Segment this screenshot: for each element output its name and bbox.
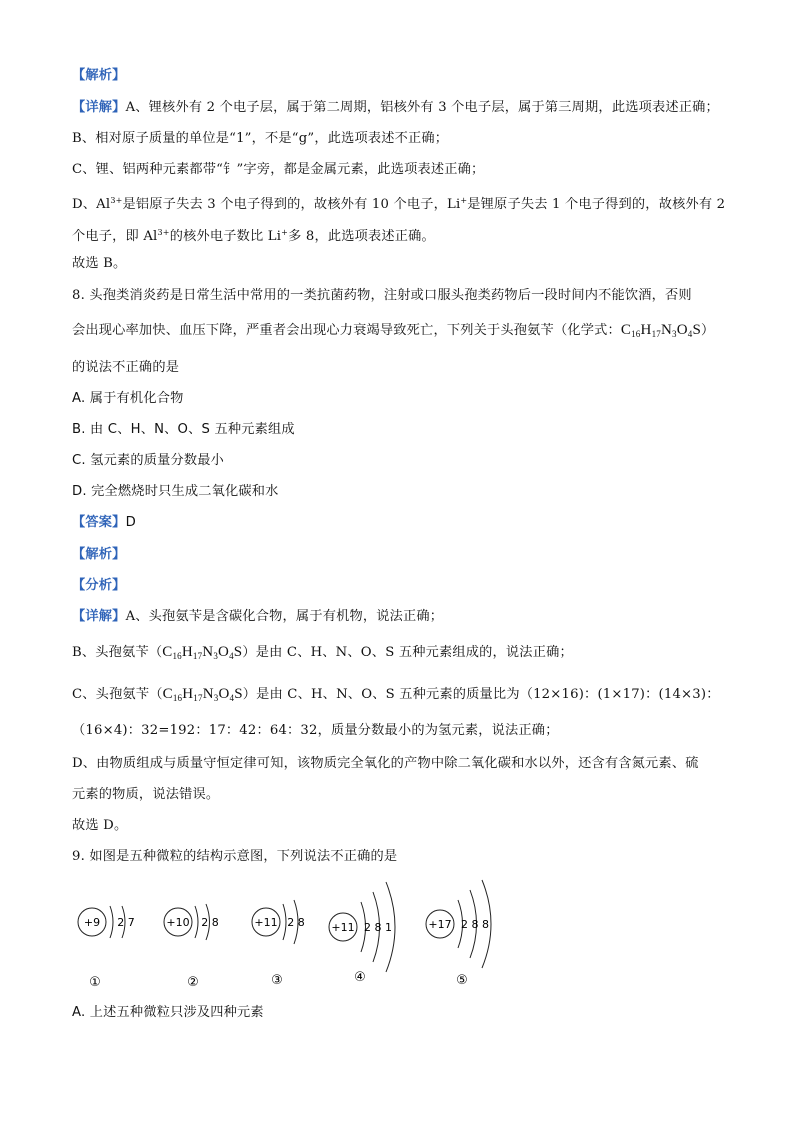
particle-label: ②: [187, 975, 199, 990]
detail-label: 【详解】: [72, 100, 126, 115]
chemical-formula: [621, 322, 701, 338]
q8-detail-d-1: D、由物质组成与质量守恒定律可知，该物质完全氧化的产物中除二氧化碳和水以外，还含有含氮元素、硫: [72, 756, 699, 771]
nucleus-charge: +17: [428, 918, 452, 931]
charge-sup: 3+: [157, 228, 170, 237]
f-o: O: [218, 644, 230, 660]
f-c: C: [620, 322, 632, 338]
charge-sup: +: [281, 228, 289, 237]
q8-detail-b: [72, 643, 573, 665]
q8-stem-3: 的说法不正确的是: [72, 360, 180, 375]
charge-sup: 3+: [110, 196, 123, 205]
text-span: 会出现心率加快、血压下降，严重者会出现心力衰竭导致死亡，下列关于头孢氨苄（化学式：: [72, 323, 621, 338]
atom-structure-diagrams: [70, 872, 510, 992]
q8-stem-2: [72, 321, 714, 343]
f-o-sub: 4: [687, 329, 693, 339]
particle-label: ⑤: [456, 973, 468, 988]
text-span: 个电子，即 Al: [72, 229, 158, 244]
particle-3: [252, 900, 305, 988]
f-n-sub: 3: [213, 693, 219, 703]
f-s: S: [234, 686, 243, 702]
text-span: ）是由 C、H、N、O、S 五种元素的质量比为（12×16)：(1×17)：(14×3)：: [242, 687, 720, 702]
f-s: S: [692, 322, 702, 338]
detail-label: 【详解】: [72, 609, 126, 624]
q7-conclusion: 故选 B。: [72, 256, 127, 271]
text-span: 是铝原子失去 3 个电子得到的，故核外有 10 个电子，Li: [122, 197, 461, 212]
text-span: A、头孢氨苄是含碳化合物，属于有机物，说法正确；: [125, 609, 444, 624]
f-s: S: [233, 644, 243, 660]
answer-value: D: [125, 515, 136, 530]
f-c-sub: 16: [172, 651, 182, 661]
text-span: 多 8，此选项表述正确。: [288, 229, 435, 244]
shell-arc: [110, 906, 113, 938]
q8-detail-c-2: （16×4)：32=192：17：42：64：32，质量分数最小的为氢元素，说法正确；: [72, 723, 559, 738]
f-h-sub: 17: [651, 329, 661, 339]
detail-q7-a-text: A、锂核外有 2 个电子层，属于第二周期，铝核外有 3 个电子层，属于第三周期，此选项表述正确；: [125, 100, 719, 115]
f-n-sub: 3: [672, 329, 677, 339]
shell-arc: [195, 906, 198, 938]
particle-1: [78, 906, 135, 990]
f-n: N: [660, 322, 673, 338]
chemical-formula: [162, 644, 242, 660]
f-o: O: [218, 686, 230, 702]
f-n: N: [202, 644, 214, 660]
q8-answer: [72, 514, 136, 532]
f-h-sub: 17: [193, 693, 203, 703]
text-span: ）是由 C、H、N、O、S 五种元素组成的，说法正确；: [242, 645, 573, 660]
text-span: B、头孢氨苄（: [72, 645, 163, 660]
electron-config: 2 8: [201, 916, 219, 929]
q8-detail-d-2: 元素的物质，说法错误。: [72, 787, 220, 802]
analysis-label: 【解析】: [72, 68, 126, 83]
electron-config: 2 8: [287, 916, 305, 929]
f-c: C: [162, 686, 173, 702]
text-span: C、头孢氨苄（: [72, 687, 163, 702]
q8-analysis-label: 【解析】: [72, 547, 126, 562]
electron-config: 2 7: [117, 916, 135, 929]
f-n: N: [202, 686, 214, 702]
chemical-formula: [163, 686, 243, 702]
q8-detail-c-1: [72, 685, 720, 707]
particle-2: [164, 904, 219, 990]
nucleus-charge: +11: [331, 921, 355, 934]
q8-detail-a: [72, 608, 443, 626]
f-o: O: [676, 322, 688, 338]
f-h-sub: 17: [192, 651, 203, 661]
text-span: 的核外电子数比 Li: [169, 229, 282, 244]
text-span: ）: [701, 323, 715, 338]
f-c-sub: 16: [631, 329, 641, 339]
f-h: H: [640, 322, 652, 338]
detail-q7-b: B、相对原子质量的单位是“1”，不是“g”，此选项表述不正确；: [72, 131, 449, 146]
q8-option-c: C. 氢元素的质量分数最小: [72, 453, 225, 468]
f-c-sub: 16: [172, 693, 183, 703]
particle-4: [329, 882, 395, 985]
electron-config: 2 8 1: [364, 921, 392, 934]
shell-arc: [283, 904, 286, 940]
charge-sup: +: [460, 196, 468, 205]
particle-label: ④: [354, 970, 366, 985]
detail-q7-c: C、锂、铝两种元素都带“钅”字旁，都是金属元素，此选项表述正确；: [72, 162, 485, 177]
text-span: D、Al: [72, 197, 111, 212]
q8-fenxi-label: 【分析】: [72, 578, 126, 593]
particle-label: ①: [89, 975, 101, 990]
electron-config: 2 8 8: [461, 918, 489, 931]
detail-q7-d-1: [72, 192, 725, 214]
q8-option-b: B. 由 C、H、N、O、S 五种元素组成: [72, 422, 295, 437]
nucleus-charge: +11: [254, 916, 278, 929]
particle-label: ③: [271, 973, 283, 988]
f-o-sub: 4: [229, 651, 234, 661]
detail-q7-d-2: [72, 224, 435, 246]
q9-stem: 9. 如图是五种微粒的结构示意图，下列说法不正确的是: [72, 849, 398, 864]
f-c: C: [162, 644, 173, 660]
text-span: 是锂原子失去 1 个电子得到的，故核外有 2: [467, 197, 726, 212]
q8-stem-1: 8. 头孢类消炎药是日常生活中常用的一类抗菌药物，注射或口服头孢类药物后一段时间内不能饮酒，否则: [72, 288, 692, 303]
q8-option-d: D. 完全燃烧时只生成二氧化碳和水: [72, 484, 279, 499]
nucleus-charge: +9: [83, 916, 101, 929]
q8-option-a: A. 属于有机化合物: [72, 391, 184, 406]
particle-5: [426, 880, 491, 988]
q9-option-a: A. 上述五种微粒只涉及四种元素: [72, 1005, 264, 1020]
answer-label: 【答案】: [72, 515, 126, 530]
f-n-sub: 3: [213, 651, 219, 661]
f-h: H: [181, 644, 193, 660]
f-h: H: [182, 686, 194, 702]
nucleus-charge: +10: [166, 916, 190, 929]
f-o-sub: 4: [229, 693, 235, 703]
q8-conclusion: 故选 D。: [72, 818, 128, 833]
detail-q7-a: [72, 99, 719, 117]
